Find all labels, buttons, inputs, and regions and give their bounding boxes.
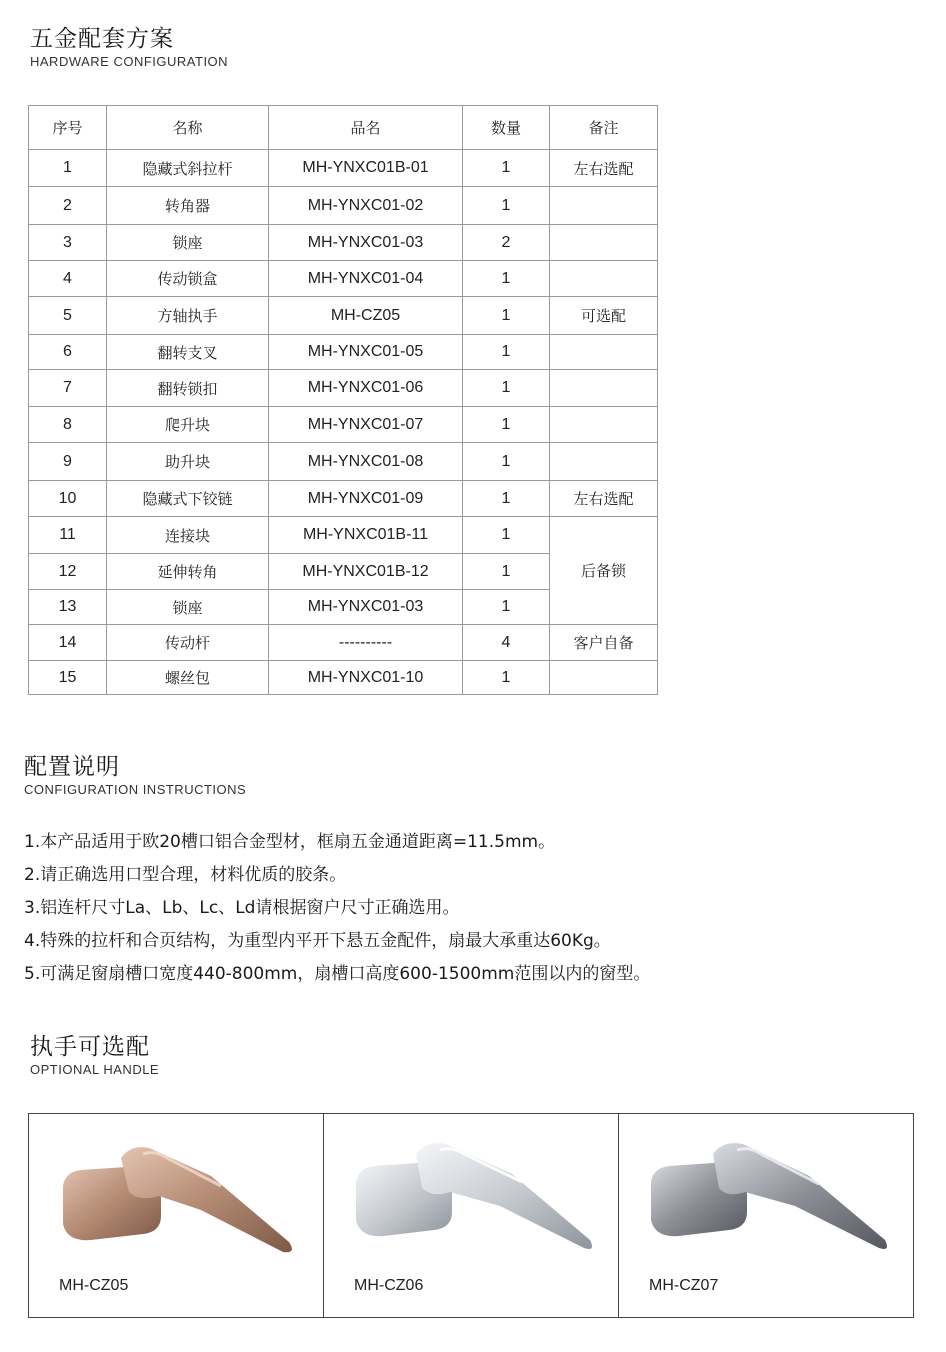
row-qty: 1 [463,335,550,370]
row-number: 1 [29,150,107,187]
hardware-config-subtitle: HARDWARE CONFIGURATION [30,54,229,69]
table-row [29,335,658,370]
row-note [550,443,658,481]
instruction-line: 5.可满足窗扇槽口宽度440-800mm，扇槽口高度600-1500mm范围以内的窗型。 [24,964,651,984]
hardware-config-title: 五金配套方案 [30,26,174,52]
table-row [29,225,658,261]
row-code: MH-YNXC01-08 [269,443,463,481]
row-qty: 1 [463,481,550,517]
header-note: 备注 [550,106,658,150]
gray-handle-icon [641,1136,891,1276]
instruction-line: 1.本产品适用于欧20槽口铝合金型材，框扇五金通道距离=11.5mm。 [24,832,556,852]
row-qty: 1 [463,517,550,554]
handle-label: MH-CZ05 [59,1277,129,1294]
handle-label: MH-CZ07 [649,1277,719,1294]
row-note: 可选配 [550,297,658,335]
row-number: 10 [29,481,107,517]
row-name: 隐藏式斜拉杆 [107,150,269,187]
table-row [29,150,658,187]
header-code: 品名 [269,106,463,150]
row-qty: 1 [463,370,550,407]
table-body [29,150,658,695]
row-qty: 1 [463,187,550,225]
row-code: MH-YNXC01-03 [269,225,463,261]
row-number: 12 [29,554,107,590]
row-qty: 1 [463,590,550,625]
handle-gallery [28,1113,914,1318]
row-code: MH-YNXC01-09 [269,481,463,517]
row-code: MH-YNXC01B-01 [269,150,463,187]
row-note [550,225,658,261]
table-row [29,481,658,517]
row-qty: 1 [463,261,550,297]
row-note [550,661,658,695]
table-row [29,187,658,225]
silver-handle-icon [346,1136,596,1276]
row-number: 15 [29,661,107,695]
table-header-row [29,106,658,150]
row-note: 后备锁 [550,517,658,625]
table-row [29,261,658,297]
row-note: 客户自备 [550,625,658,661]
row-qty: 1 [463,661,550,695]
row-name: 助升块 [107,443,269,481]
row-qty: 1 [463,554,550,590]
table-row [29,517,658,554]
handle-card-cz07 [619,1114,913,1317]
table-row [29,407,658,443]
table-row [29,661,658,695]
row-number: 11 [29,517,107,554]
row-code: MH-YNXC01-03 [269,590,463,625]
config-instructions-subtitle: CONFIGURATION INSTRUCTIONS [24,782,247,797]
row-note [550,187,658,225]
row-number: 14 [29,625,107,661]
row-note: 左右选配 [550,481,658,517]
config-instructions-title: 配置说明 [24,754,120,780]
row-qty: 1 [463,297,550,335]
handle-card-cz06 [324,1114,619,1317]
row-qty: 2 [463,225,550,261]
row-number: 2 [29,187,107,225]
row-code: MH-YNXC01B-12 [269,554,463,590]
row-note [550,407,658,443]
row-name: 翻转支叉 [107,335,269,370]
rose-gold-handle-icon [51,1136,301,1276]
row-code: MH-YNXC01-02 [269,187,463,225]
row-number: 3 [29,225,107,261]
handle-label: MH-CZ06 [354,1277,424,1294]
optional-handle-title: 执手可选配 [30,1034,150,1060]
row-name: 传动锁盒 [107,261,269,297]
row-code: MH-YNXC01-06 [269,370,463,407]
row-name: 锁座 [107,590,269,625]
table-row [29,297,658,335]
row-number: 8 [29,407,107,443]
row-note: 左右选配 [550,150,658,187]
row-qty: 1 [463,443,550,481]
row-name: 延伸转角 [107,554,269,590]
row-code: MH-YNXC01B-11 [269,517,463,554]
row-code: MH-YNXC01-10 [269,661,463,695]
row-name: 连接块 [107,517,269,554]
table-row [29,625,658,661]
table-row [29,443,658,481]
row-note [550,335,658,370]
instruction-line: 3.铝连杆尺寸La、Lb、Lc、Ld请根据窗户尺寸正确选用。 [24,898,460,918]
row-code: MH-CZ05 [269,297,463,335]
row-name: 隐藏式下铰链 [107,481,269,517]
row-name: 传动杆 [107,625,269,661]
row-name: 方轴执手 [107,297,269,335]
row-code: MH-YNXC01-04 [269,261,463,297]
row-number: 5 [29,297,107,335]
row-number: 6 [29,335,107,370]
row-code: ---------- [269,625,463,661]
header-name: 名称 [107,106,269,150]
table-row [29,370,658,407]
row-number: 13 [29,590,107,625]
row-note [550,261,658,297]
row-number: 9 [29,443,107,481]
row-qty: 4 [463,625,550,661]
optional-handle-subtitle: OPTIONAL HANDLE [30,1062,160,1077]
handle-card-cz05 [29,1114,324,1317]
instruction-line: 4.特殊的拉杆和合页结构，为重型内平开下悬五金配件，扇最大承重达60Kg。 [24,931,611,951]
row-number: 7 [29,370,107,407]
instructions-list [24,828,924,993]
row-name: 爬升块 [107,407,269,443]
hardware-table [28,105,658,695]
row-qty: 1 [463,407,550,443]
header-qty: 数量 [463,106,550,150]
row-name: 转角器 [107,187,269,225]
row-name: 翻转锁扣 [107,370,269,407]
row-name: 锁座 [107,225,269,261]
row-code: MH-YNXC01-05 [269,335,463,370]
instruction-line: 2.请正确选用口型合理，材料优质的胶条。 [24,865,347,885]
row-name: 螺丝包 [107,661,269,695]
row-qty: 1 [463,150,550,187]
row-note [550,370,658,407]
row-number: 4 [29,261,107,297]
header-no: 序号 [29,106,107,150]
row-code: MH-YNXC01-07 [269,407,463,443]
